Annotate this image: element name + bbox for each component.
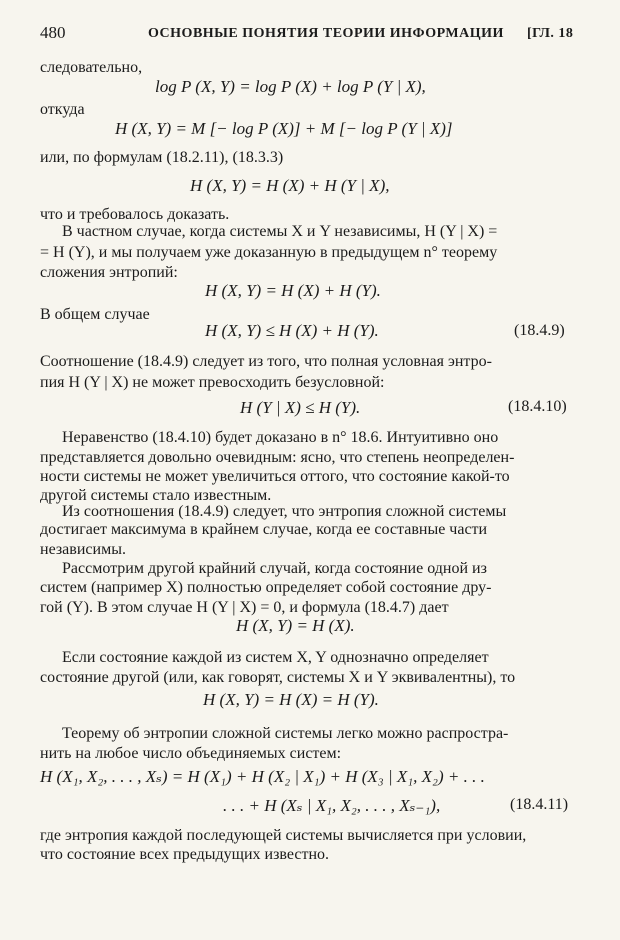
text-line: гой (Y). В этом случае H (Y | X) = 0, и формула (18.4.7) дает: [40, 599, 449, 616]
text-line: Рассмотрим другой крайний случай, когда состояние одной из: [62, 560, 487, 577]
text-line: ности системы не может увеличиться оттого, что состояние какой-то: [40, 468, 510, 485]
text-line: = H (Y), и мы получаем уже доказанную в предыдущем n° теорему: [40, 244, 498, 261]
text-line: где энтропия каждой последующей системы вычисляется при условии,: [40, 827, 527, 844]
text-line: сложения энтропий:: [40, 264, 178, 281]
text-line: Из соотношения (18.4.9) следует, что энтропия сложной системы: [62, 503, 507, 520]
text-line: В общем случае: [40, 306, 150, 323]
formula: log P (X, Y) = log P (X) + log P (Y | X),: [155, 77, 426, 96]
text-line: пия H (Y | X) не может превосходить безусловной:: [40, 374, 385, 391]
formula: H (X, Y) = H (X).: [236, 616, 355, 635]
text-line: что состояние всех предыдущих известно.: [40, 846, 330, 863]
text-line: достигает максимума в крайнем случае, когда ее составные части: [40, 521, 488, 538]
equation-number: (18.4.10): [508, 398, 567, 415]
text-line: нить на любое число объединяемых систем:: [40, 745, 342, 762]
chapter-label: [ГЛ. 18: [527, 26, 574, 41]
running-title: ОСНОВНЫЕ ПОНЯТИЯ ТЕОРИИ ИНФОРМАЦИИ: [148, 26, 504, 41]
text-line: независимы.: [40, 541, 126, 558]
text-line: следовательно,: [40, 59, 143, 76]
text-line: откуда: [40, 101, 85, 118]
page-number: 480: [40, 23, 66, 42]
formula: H (X, Y) = H (X) + H (Y | X),: [190, 176, 390, 195]
text-line: другой системы стало известным.: [40, 487, 272, 504]
formula: H (X, Y) = M [− log P (X)] + M [− log P (Y | X)]: [115, 119, 453, 138]
formula: H (Y | X) ≤ H (Y).: [240, 398, 361, 417]
formula: H (X, Y) = H (X) + H (Y).: [205, 281, 381, 300]
formula: H (X₁, X₂, . . . , Xₛ) = H (X₁) + H (X₂ | X₁) + H (X₃ | X₁, X₂) + . . .: [40, 767, 485, 786]
text-line: систем (например X) полностью определяет собой состояние дру-: [40, 579, 492, 596]
text-line: Неравенство (18.4.10) будет доказано в n° 18.6. Интуитивно оно: [62, 429, 499, 446]
text-line: В частном случае, когда системы X и Y независимы, H (Y | X) =: [62, 223, 498, 240]
formula: H (X, Y) = H (X) = H (Y).: [203, 690, 379, 709]
text-line: состояние другой (или, как говорят, системы X и Y эквивалентны), то: [40, 669, 516, 686]
formula: H (X, Y) ≤ H (X) + H (Y).: [205, 321, 379, 340]
text-line: или, по формулам (18.2.11), (18.3.3): [40, 149, 284, 166]
equation-number: (18.4.9): [514, 322, 565, 339]
equation-number: (18.4.11): [510, 796, 569, 813]
text-line: Если состояние каждой из систем X, Y однозначно определяет: [62, 649, 489, 666]
text-line: Теорему об энтропии сложной системы легко можно распростра-: [62, 725, 509, 742]
text-line: Соотношение (18.4.9) следует из того, что полная условная энтро-: [40, 353, 492, 370]
text-line: что и требовалось доказать.: [40, 206, 230, 223]
text-line: представляется довольно очевидным: ясно, что степень неопределен-: [40, 449, 515, 466]
formula: . . . + H (Xₛ | X₁, X₂, . . . , Xₛ₋₁),: [223, 796, 441, 815]
